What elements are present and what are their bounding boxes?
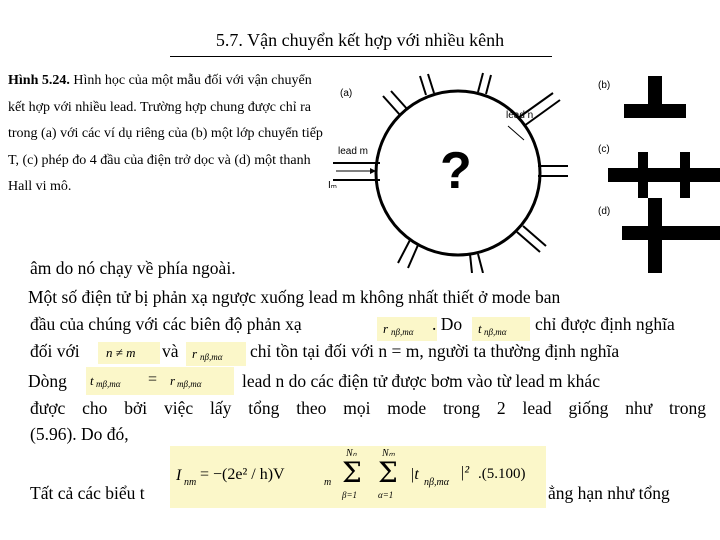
lead-geometry-figure (328, 68, 720, 273)
formula-r-reflection: r nβ,mα (377, 317, 437, 341)
body-line-8b: ẳng hạn như tổng (548, 483, 670, 503)
label-lead-n: lead n (506, 110, 534, 121)
sum-sign-1: Σ (342, 456, 362, 489)
body-line-3a: đầu của chúng với các biên độ phản xạ (30, 314, 302, 334)
label-current: Iₘ (328, 180, 338, 191)
body-line-5a: Dòng (28, 371, 67, 391)
figure-label-d: (d) (598, 206, 611, 217)
body-line-5b: lead n do các điện tử được bơm vào từ lead m khác (242, 371, 600, 391)
caption-text: Hình học của một mẫu đối với vận chuyển kết hợp với nhiều lead. Trường hợp chung được chỉ ra trong (a) với các ví dụ riêng của (b) một lớp chuyển tiếp T, (c) phép đo 4 đầu của điện trở dọc và (d) một thanh Hall vi mô. (8, 73, 323, 194)
four-terminal-shape (608, 152, 720, 198)
figure-label-c: (c) (598, 144, 610, 155)
body-line-8a: Tất cả các biểu t (30, 483, 145, 503)
body-line-3b: . Do (432, 314, 463, 334)
label-lead-m: lead m (338, 146, 369, 157)
body-line-6: được cho bởi việc lấy tổng theo mọi mode trong 2 lead giống như trong (30, 398, 706, 418)
sum-sign-2: Σ (378, 456, 398, 489)
body-line-4c: chỉ tồn tại đối với n = m, người ta thường định nghĩa (250, 341, 620, 361)
body-line-7: (5.96). Do đó, (30, 424, 129, 444)
formula-n-neq-m: n ≠ m (98, 342, 160, 364)
formula-r-reflection-2: r nβ,mα (186, 342, 246, 366)
title-underline (170, 56, 552, 57)
hall-bar-shape (622, 198, 720, 273)
formula-t-equals-r: t mβ,mα = r mβ,mα (86, 367, 234, 395)
formula-current-5-100: I nm = −(2e² / h)V m Nₙ Σ β=1 Nₘ Σ α=1 |t nβ,mα |² .(5.100) (170, 446, 546, 508)
formula-t-transmission: t nβ,mα (472, 317, 530, 341)
slide-title: 5.7. Vận chuyển kết hợp với nhiều kênh (215, 30, 505, 50)
figure-caption (8, 68, 326, 201)
t-junction-shape (624, 76, 686, 118)
caption-lead: Hình 5.24. (8, 73, 70, 88)
body-line-1: âm do nó chạy về phía ngoài. (30, 258, 236, 278)
question-mark: ? (440, 142, 472, 200)
body-line-4b: và (162, 341, 179, 361)
figure-label-a: (a) (340, 88, 353, 99)
body-line-3c: chỉ được định nghĩa (535, 314, 675, 334)
body-line-2: Một số điện tử bị phản xạ ngược xuống lead m không nhất thiết ở mode ban (28, 287, 561, 307)
body-line-4a: đối với (30, 341, 80, 361)
figure-label-b: (b) (598, 80, 611, 91)
